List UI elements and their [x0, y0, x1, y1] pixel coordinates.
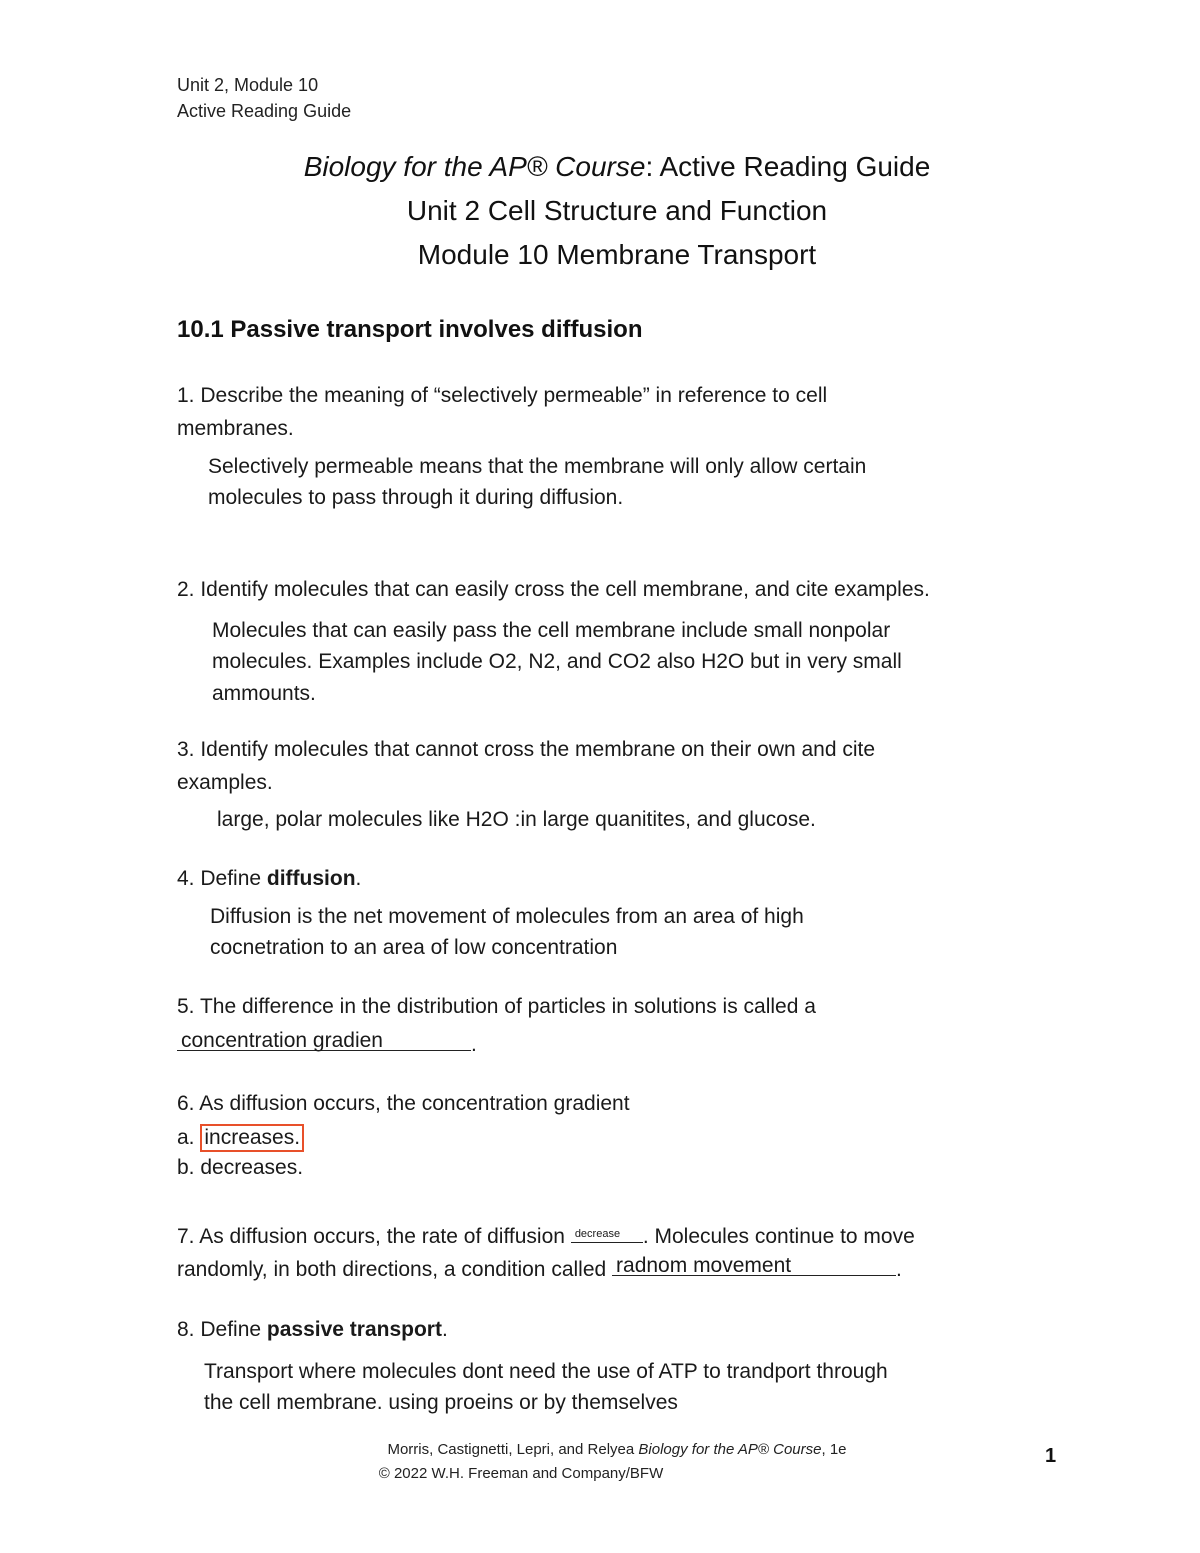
question-7-prefix: 7. As diffusion occurs, the rate of diffusion	[177, 1225, 565, 1248]
question-8	[177, 1318, 448, 1342]
question-3: 3. Identify molecules that cannot cross the membrane on their own and cite	[177, 738, 876, 761]
blank-field-7b[interactable]	[612, 1253, 896, 1276]
document-title	[0, 151, 1200, 183]
footer-book-title: Biology for the AP® Course	[638, 1441, 822, 1458]
question-6: 6. As diffusion occurs, the concentration gradient	[177, 1092, 630, 1115]
header-guide: Active Reading Guide	[177, 101, 352, 121]
book-title: Biology for the AP® Course	[303, 151, 646, 182]
section-heading: 10.1 Passive transport involves diffusion	[177, 316, 643, 343]
blank-field-7a[interactable]	[571, 1220, 643, 1243]
question-5-suffix: .	[471, 1033, 477, 1056]
option-a-label: a.	[177, 1126, 195, 1149]
question-1: 1. Describe the meaning of “selectively permeable” in reference to cell	[177, 384, 828, 407]
blank-answer-7a: decrease	[574, 1228, 621, 1240]
answer-3: large, polar molecules like H2O :in large quanitites, and glucose.	[217, 808, 816, 831]
question-7-suffix: .	[896, 1258, 902, 1281]
option-a	[177, 1124, 304, 1152]
unit-title: Unit 2 Cell Structure and Function	[406, 195, 828, 226]
question-7-mid: . Molecules continue to move	[642, 1225, 915, 1248]
footer-authors: Morris, Castignetti, Lepri, and Relyea	[387, 1441, 639, 1458]
answer-4-line2: cocnetration to an area of low concentration	[210, 936, 618, 959]
blank-field-5[interactable]	[177, 1028, 471, 1051]
question-2: 2. Identify molecules that can easily cross the cell membrane, and cite examples.	[177, 578, 930, 601]
question-3-cont: examples.	[177, 771, 273, 794]
question-5: 5. The difference in the distribution of particles in solutions is called a	[177, 995, 816, 1018]
term-diffusion: diffusion	[266, 867, 356, 890]
title-suffix: : Active Reading Guide	[645, 151, 931, 182]
answer-8-line2: the cell membrane. using proeins or by themselves	[204, 1391, 678, 1414]
header-unit: Unit 2, Module 10	[177, 75, 319, 95]
blank-answer-5: concentration gradien	[181, 1029, 383, 1052]
blank-answer-7b: radnom movement	[616, 1254, 792, 1277]
question-7-cont	[177, 1253, 902, 1282]
answer-8-line1: Transport where molecules dont need the use of ATP to trandport through	[204, 1360, 888, 1383]
option-b: b. decreases.	[177, 1156, 304, 1179]
module-title: Module 10 Membrane Transport	[417, 239, 817, 270]
footer-citation	[0, 1441, 1200, 1458]
question-1-cont: membranes.	[177, 417, 294, 440]
answer-1-line2: molecules to pass through it during diffusion.	[208, 486, 624, 509]
option-a-text: increases.	[204, 1126, 301, 1149]
question-8-suffix: .	[441, 1318, 448, 1341]
page-number: 1	[1045, 1445, 1057, 1467]
question-4-suffix: .	[355, 867, 362, 890]
question-4-prefix: 4. Define	[177, 867, 267, 890]
question-7	[177, 1220, 915, 1249]
question-5-blank-line	[177, 1028, 477, 1057]
answer-2-line2: molecules. Examples include O2, N2, and CO2 also H2O but in very small	[212, 650, 902, 673]
question-8-prefix: 8. Define	[177, 1318, 267, 1341]
selected-answer-box	[200, 1124, 304, 1152]
question-4	[177, 867, 361, 891]
answer-2-line3: ammounts.	[212, 682, 316, 705]
footer-copyright: © 2022 W.H. Freeman and Company/BFW	[378, 1465, 664, 1482]
footer-edition: , 1e	[821, 1441, 847, 1458]
answer-1-line1: Selectively permeable means that the membrane will only allow certain	[208, 455, 867, 478]
answer-2-line1: Molecules that can easily pass the cell membrane include small nonpolar	[212, 619, 891, 642]
answer-4-line1: Diffusion is the net movement of molecules from an area of high	[210, 905, 804, 928]
question-7-line2: randomly, in both directions, a condition called	[177, 1258, 607, 1281]
term-passive-transport: passive transport	[266, 1318, 442, 1341]
